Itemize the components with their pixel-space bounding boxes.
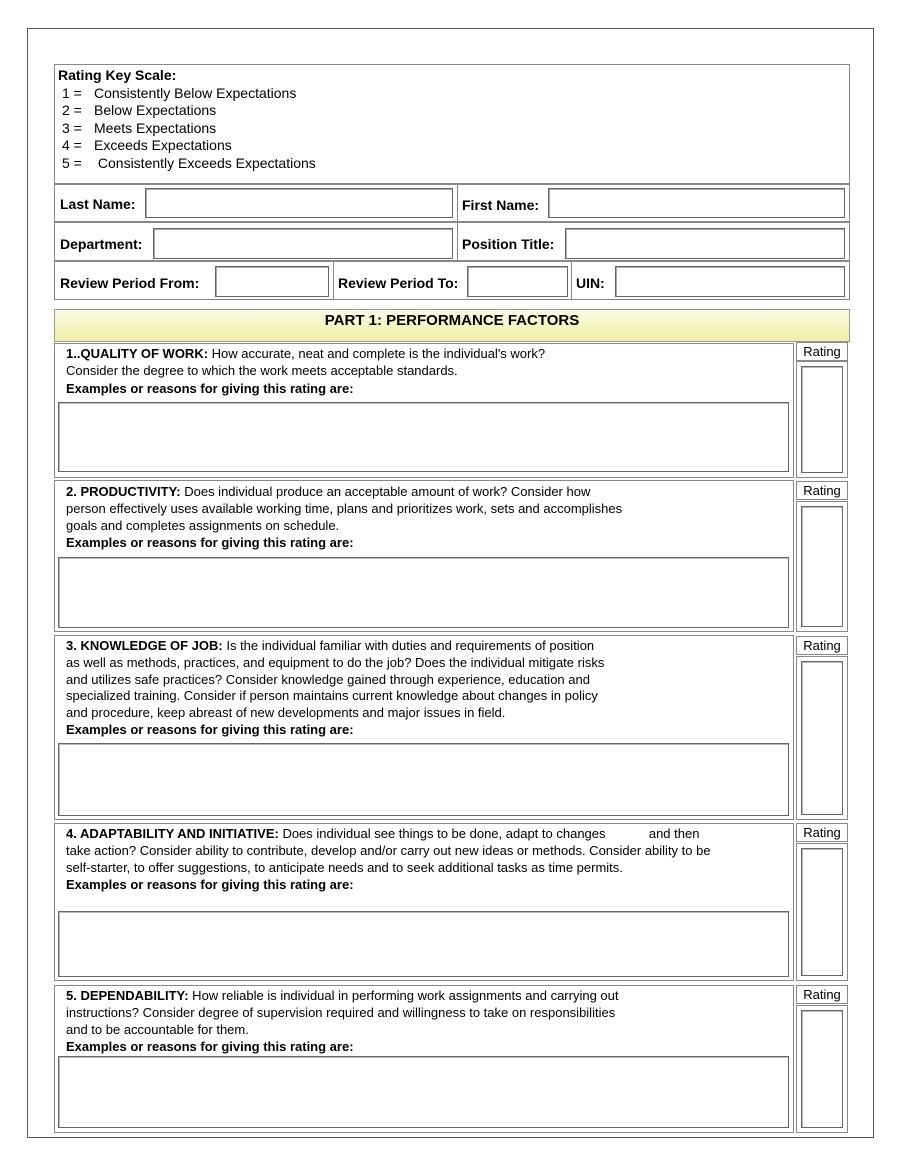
- rating-input-box[interactable]: [796, 656, 848, 820]
- factor-description: 2. PRODUCTIVITY: Does individual produce an acceptable amount of work? Consider how person effectively uses available working time, plans and prioritizes work, sets and accomplishes goals and completes assignments on schedule.: [66, 484, 623, 533]
- review-to-input[interactable]: [467, 266, 568, 297]
- factor-description: 5. DEPENDABILITY: How reliable is individual in performing work assignments and carrying out instructions? Consider degree of supervision required and willingness to take on responsibilities and to be accountable for them.: [66, 988, 619, 1037]
- rating-label: Rating: [796, 636, 848, 655]
- part1-header: PART 1: PERFORMANCE FACTORS: [54, 309, 850, 342]
- factor-dependability: [54, 985, 794, 1133]
- rating-label: Rating: [796, 481, 848, 500]
- divider: [457, 185, 458, 221]
- rating-key-item: 5 = Consistently Exceeds Expectations: [62, 154, 316, 171]
- rating-label: Rating: [796, 823, 848, 842]
- factor-quality-of-work: [54, 343, 794, 478]
- examples-textarea[interactable]: [58, 743, 789, 816]
- rating-input[interactable]: [801, 506, 843, 627]
- examples-textarea[interactable]: [58, 911, 789, 977]
- factor-knowledge-of-job: [54, 635, 794, 820]
- rating-input[interactable]: [801, 661, 843, 815]
- factor-adaptability-and-initiative: [54, 823, 794, 981]
- rating-input[interactable]: [801, 366, 843, 473]
- review-period-row: [54, 261, 850, 300]
- last-name-label: Last Name:: [60, 196, 136, 212]
- examples-label: Examples or reasons for giving this rating are:: [66, 1039, 354, 1054]
- rating-input-box[interactable]: [796, 501, 848, 632]
- examples-textarea[interactable]: [58, 402, 789, 472]
- department-input[interactable]: [153, 228, 453, 259]
- rating-key-item: 2 = Below Expectations: [62, 102, 217, 119]
- divider: [571, 262, 572, 299]
- uin-input[interactable]: [615, 266, 845, 297]
- rating-input-box[interactable]: [796, 1005, 848, 1133]
- rating-input-box[interactable]: [796, 361, 848, 478]
- examples-label: Examples or reasons for giving this rating are:: [66, 535, 354, 550]
- first-name-input[interactable]: [548, 188, 845, 218]
- department-row: [54, 222, 850, 261]
- rating-key-item: 3 = Meets Expectations: [62, 119, 217, 136]
- examples-textarea[interactable]: [58, 557, 789, 628]
- rating-label: Rating: [796, 985, 848, 1004]
- position-title-label: Position Title:: [462, 236, 555, 252]
- divider: [333, 262, 334, 299]
- rating-label: Rating: [796, 342, 848, 361]
- review-from-label: Review Period From:: [60, 275, 200, 291]
- factor-description: 1..QUALITY OF WORK: How accurate, neat and complete is the individual's work? Consider the degree to which the work meets acceptable standards.: [66, 346, 546, 378]
- examples-label: Examples or reasons for giving this rating are:: [66, 381, 354, 396]
- examples-label: Examples or reasons for giving this rating are:: [66, 877, 354, 892]
- position-title-input[interactable]: [565, 228, 845, 259]
- last-name-input[interactable]: [145, 188, 453, 218]
- examples-label: Examples or reasons for giving this rating are:: [66, 722, 354, 737]
- rating-input[interactable]: [801, 1010, 843, 1128]
- uin-label: UIN:: [576, 275, 605, 291]
- rating-input[interactable]: [801, 848, 843, 976]
- rating-key-scale: [54, 64, 850, 184]
- examples-textarea[interactable]: [58, 1056, 789, 1128]
- review-to-label: Review Period To:: [338, 275, 459, 291]
- rating-key-title: Rating Key Scale:: [58, 67, 177, 83]
- divider: [457, 223, 458, 260]
- review-from-input[interactable]: [215, 266, 329, 297]
- factor-description: 4. ADAPTABILITY AND INITIATIVE: Does individual see things to be done, adapt to changes and then take action? Consider ability to contribute, develop and/or carry out new ideas or methods. Consider ability to be self-starter, to offer suggestions, to anticipate needs and to seek additional tasks as time permits.: [66, 826, 711, 875]
- department-label: Department:: [60, 236, 143, 252]
- factor-description: 3. KNOWLEDGE OF JOB: Is the individual familiar with duties and requirements of position as well as methods, practices, and equipment to do the job? Does the individual mitigate risks and utilizes safe practices? Consider knowledge gained through experience, education and specialized training. Consider if person maintains current knowledge about changes in policy and procedure, keep abreast of new developments and major issues in field.: [66, 638, 605, 721]
- rating-key-item: 4 = Exceeds Expectations: [62, 137, 232, 154]
- name-row: [54, 184, 850, 222]
- rating-input-box[interactable]: [796, 843, 848, 981]
- first-name-label: First Name:: [462, 197, 540, 213]
- rating-key-item: 1 = Consistently Below Expectations: [62, 84, 297, 101]
- factor-productivity: [54, 480, 794, 632]
